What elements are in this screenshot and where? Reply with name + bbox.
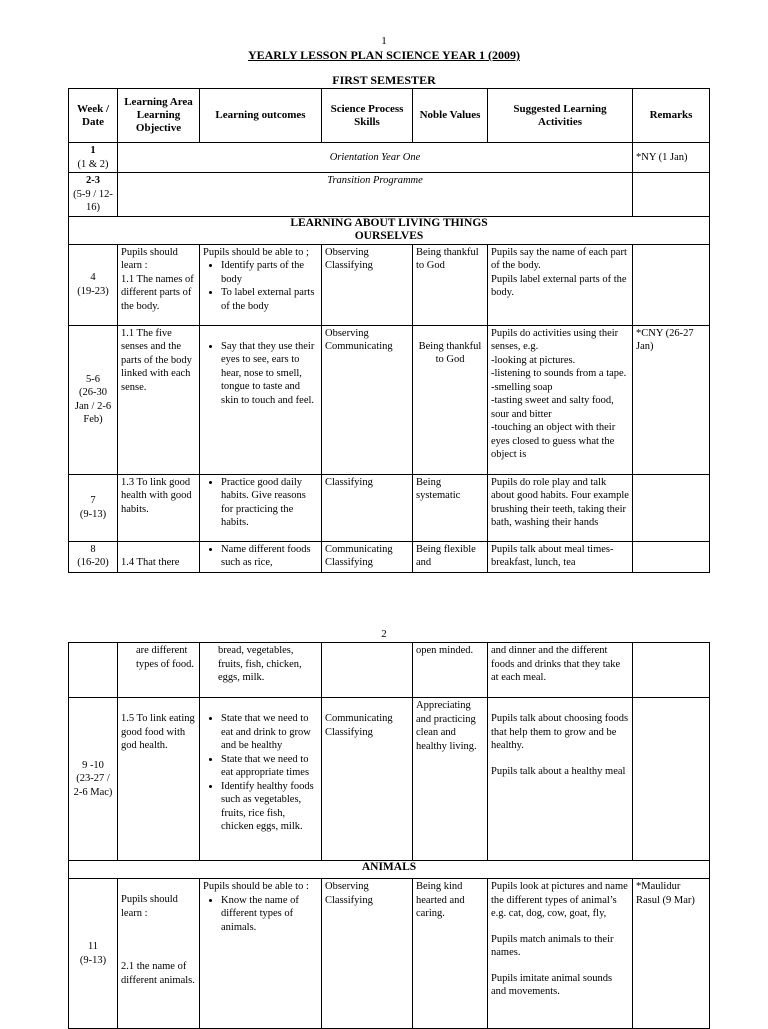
week-cell xyxy=(69,643,118,698)
outcomes-cell xyxy=(200,698,322,861)
outcomes-cell xyxy=(200,474,322,541)
table-row xyxy=(69,244,710,325)
values-cell: Being flexible and xyxy=(413,541,488,572)
remarks-cell: *CNY (26-27 Jan) xyxy=(633,325,710,474)
values-cell: Appreciating and practicing clean and healthy living. xyxy=(413,698,488,861)
outcome-list xyxy=(203,894,318,935)
outcome-list xyxy=(203,476,318,530)
outcome-intro: Pupils should be able to ; xyxy=(203,246,309,258)
outcome-list xyxy=(203,259,318,313)
table-row xyxy=(69,173,710,217)
week-number: 2-3 xyxy=(86,175,100,186)
activity-item: Pupils talk about a healthy meal xyxy=(491,765,626,777)
week-cell xyxy=(69,173,118,217)
skills-cell xyxy=(322,325,413,474)
table-row xyxy=(69,325,710,474)
values-cell xyxy=(413,325,488,474)
week-number: 7 xyxy=(90,495,96,506)
section-row xyxy=(69,216,710,244)
remarks-cell xyxy=(633,698,710,861)
objective-cell xyxy=(118,244,200,325)
remarks-cell xyxy=(633,474,710,541)
outcome-list xyxy=(203,543,318,570)
skills-cell xyxy=(322,244,413,325)
outcome-item: • Practice good daily habits. Give reasons for practicing the habits. xyxy=(221,476,318,530)
values-cell: Being thankful to God xyxy=(413,244,488,325)
page-number: 2 xyxy=(381,628,387,640)
activity-item: Pupils do activities using their senses, e.g. xyxy=(491,327,619,352)
week-date: (1 & 2) xyxy=(77,158,109,170)
remarks-cell xyxy=(633,541,710,572)
activity-item: Pupils look at pictures and name the different types of animal’s e.g. cat, dog, cow, goat, fly, xyxy=(491,881,628,919)
objective-cell xyxy=(118,325,200,474)
skill-item: Observing xyxy=(325,881,369,892)
orientation-text: Orientation Year One xyxy=(118,143,633,173)
activity-item: -tasting sweet and salty food, sour and bitter xyxy=(491,395,614,420)
outcome-list xyxy=(203,340,318,408)
outcome-item: • State that we need to eat and drink to grow and be healthy xyxy=(221,712,318,753)
week-cell xyxy=(69,698,118,861)
skill-item: Observing xyxy=(325,246,369,258)
week-date: (5-9 / 12-16) xyxy=(73,188,113,213)
week-number: 8 xyxy=(90,543,96,555)
section-animals: ANIMALS xyxy=(69,861,710,879)
week-number: 1 xyxy=(90,145,96,156)
outcomes-cell xyxy=(200,879,322,1029)
activity-item: Pupils imitate animal sounds and movements. xyxy=(491,972,613,997)
skills-cell xyxy=(322,474,413,541)
activity-item: -smelling soap xyxy=(491,381,553,393)
activity-item: Pupils match animals to their names. xyxy=(491,933,614,958)
week-date: (9-13) xyxy=(79,508,107,520)
outcome-item: • Identify parts of the body xyxy=(221,259,318,286)
week-cell xyxy=(69,541,118,572)
header-values: Noble Values xyxy=(413,89,488,143)
outcomes-cell xyxy=(200,325,322,474)
activity-item: -looking at pictures. xyxy=(491,354,576,366)
activities-cell xyxy=(488,698,633,861)
objective-cell: 1.3 To link good health with good habits. xyxy=(118,474,200,541)
skill-item: Classifying xyxy=(325,260,373,271)
remarks-cell: *NY (1 Jan) xyxy=(633,143,710,173)
objective-text: 1.1 The five senses and the parts of the body linked with each sense. xyxy=(121,327,192,393)
skill-item: Communicating xyxy=(325,543,393,555)
remarks-cell xyxy=(633,244,710,325)
skills-cell xyxy=(322,698,413,861)
section-ourselves: OURSELVES xyxy=(354,229,424,242)
skill-item: Classifying xyxy=(325,726,373,738)
header-remarks: Remarks xyxy=(633,89,710,143)
document-title: YEARLY LESSON PLAN SCIENCE YEAR 1 (2009) xyxy=(247,48,521,62)
table-row xyxy=(69,643,710,698)
week-cell xyxy=(69,143,118,173)
week-date: (9-13) xyxy=(79,954,107,966)
outcomes-cell xyxy=(200,541,322,572)
week-date: (23-27 / 2-6 Mac) xyxy=(73,773,113,798)
skill-item: Observing xyxy=(325,327,369,339)
table-row xyxy=(69,698,710,861)
lesson-plan-table-continued xyxy=(68,642,710,1029)
skill-item: Communicating xyxy=(325,713,393,724)
activities-cell xyxy=(488,325,633,474)
objective-cell xyxy=(118,698,200,861)
outcome-item: • Name different foods such as rice, xyxy=(221,543,318,570)
activity-item: -listening to sounds from a tape. xyxy=(491,368,627,379)
objective-cell xyxy=(118,541,200,572)
objective-intro: Pupils should learn : xyxy=(121,246,178,271)
header-outcomes: Learning outcomes xyxy=(200,89,322,143)
table-row xyxy=(69,143,710,173)
section-living-things: LEARNING ABOUT LIVING THINGS xyxy=(290,216,488,229)
outcome-item: • To label external parts of the body xyxy=(221,286,318,313)
activities-cell xyxy=(488,879,633,1029)
activities-cell xyxy=(488,244,633,325)
table-row xyxy=(69,541,710,572)
semester-heading: FIRST SEMESTER xyxy=(332,73,436,87)
values-cell: open minded. xyxy=(413,643,488,698)
week-number: 4 xyxy=(90,272,96,283)
skill-item: Classifying xyxy=(325,557,373,568)
skill-item: Classifying xyxy=(325,476,373,488)
activity-item: Pupils talk about choosing foods that help them to grow and be healthy. xyxy=(491,713,629,751)
week-cell xyxy=(69,244,118,325)
skills-cell xyxy=(322,643,413,698)
values-cell: Being kind hearted and caring. xyxy=(413,879,488,1029)
values-cell: Being systematic xyxy=(413,474,488,541)
header-activities: Suggested Learning Activities xyxy=(488,89,633,143)
objective-text: 1.1 The names of different parts of the body. xyxy=(121,273,194,312)
remarks-cell xyxy=(633,173,710,217)
outcome-item: • Identify healthy foods such as vegetables, fruits, rice fish, chicken eggs, milk. xyxy=(221,780,318,834)
header-row xyxy=(69,89,710,143)
activities-cell: Pupils do role play and talk about good habits. Four example brushing their teeth, taking their bath, washing their hands xyxy=(488,474,633,541)
table-row xyxy=(69,474,710,541)
activities-cell: and dinner and the different foods and drinks that they take at each meal. xyxy=(488,643,633,698)
week-number: 5-6 xyxy=(86,373,100,385)
outcome-item: • Know the name of different types of animals. xyxy=(221,894,318,935)
objective-cell xyxy=(118,879,200,1029)
objective-intro: Pupils should learn : xyxy=(121,894,178,919)
remarks-cell: *Maulidur Rasul (9 Mar) xyxy=(633,879,710,1029)
activity-item: Pupils label external parts of the body. xyxy=(491,273,627,298)
week-date: (16-20) xyxy=(77,557,109,568)
outcomes-cell: bread, vegetables, fruits, fish, chicken, eggs, milk. xyxy=(200,643,322,698)
activities-cell: Pupils talk about meal times-breakfast, lunch, tea xyxy=(488,541,633,572)
outcomes-cell xyxy=(200,244,322,325)
skills-cell xyxy=(322,541,413,572)
outcome-list xyxy=(203,712,318,834)
lesson-plan-table xyxy=(68,88,710,573)
skill-item: Classifying xyxy=(325,894,373,906)
header-week: Week / Date xyxy=(69,89,118,143)
week-date: (19-23) xyxy=(77,285,109,297)
week-cell xyxy=(69,325,118,474)
outcome-item: • State that we need to eat appropriate times xyxy=(221,753,318,780)
outcome-intro: Pupils should be able to : xyxy=(203,881,309,892)
header-objective: Learning Area Learning Objective xyxy=(118,89,200,143)
transition-text: Transition Programme xyxy=(118,173,633,217)
objective-cell: are different types of food. xyxy=(118,643,200,698)
section-heading xyxy=(69,216,710,244)
header-skills: Science Process Skills xyxy=(322,89,413,143)
activity-item: Pupils say the name of each part of the body. xyxy=(491,246,627,271)
skill-item: Communicating xyxy=(325,341,393,352)
objective-text: 2.1 the name of different animals. xyxy=(121,961,195,986)
values-text: Being thankful to God xyxy=(418,340,482,365)
remarks-cell xyxy=(633,643,710,698)
page-number: 1 xyxy=(381,35,387,47)
week-number: 11 xyxy=(87,941,99,952)
outcome-item: • Say that they use their eyes to see, ears to hear, nose to smell, tongue to taste and skin to touch and feel. xyxy=(221,340,318,408)
table-row xyxy=(69,879,710,1029)
objective-text: 1.5 To link eating good food with god health. xyxy=(121,713,195,751)
section-row xyxy=(69,861,710,879)
page-2 xyxy=(0,600,768,1024)
skills-cell xyxy=(322,879,413,1029)
week-date: (26-30 Jan / 2-6 Feb) xyxy=(74,387,112,425)
week-cell xyxy=(69,474,118,541)
activity-item: -touching an object with their eyes closed to guess what the object is xyxy=(491,422,616,460)
week-cell xyxy=(69,879,118,1029)
objective-text: 1.4 That there xyxy=(121,556,180,568)
week-number: 9 -10 xyxy=(82,759,104,771)
